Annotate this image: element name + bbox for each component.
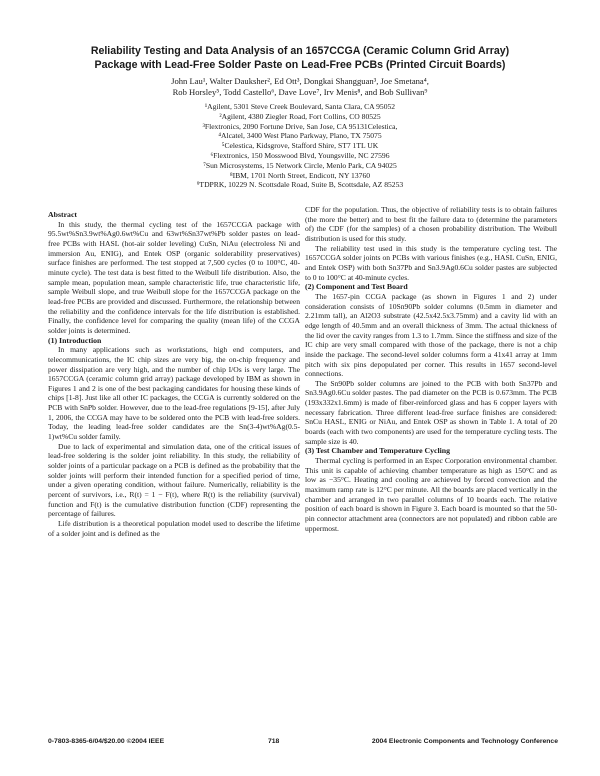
abstract-heading: Abstract <box>48 210 78 219</box>
body-paragraph: The reliability test used in this study is the temperature cycling test. The 1657CCGA solder joints on PCBs with various finishes (e.g., HASL CuSn, ENIG, and Entek OSP) with both Sn37Pb and Sn3.9Ag0.6Cu solder pastes are subjected to 0 to 100°C at 40-minute cycles. <box>305 243 557 282</box>
component-heading: (2) Component and Test Board <box>305 282 408 292</box>
affiliation: ⁹TDPRK, 10229 N. Scottsdale Road, Suite B, Scottsdale, AZ 85253 <box>196 180 404 190</box>
authors-line-1: John Lau¹, Walter Dauksher², Ed Ott³, Dongkai Shangguan³, Joe Smetana⁴, <box>171 76 429 86</box>
body-paragraph: Thermal cycling is performed in an Espec Corporation environmental chamber. This unit is capable of achieving chamber temperature as high as 150°C and as low as −35°C. Heating and cooling are achieved by forced convection and the maximum ramp rate is 12°C per minute. All the boards are placed vertically in the chamber and arranged in two parallel columns of 10 boards each. The relative position of each board is shown in Figure 3. Each board is mounted so that the 50-pin connector attachment area (connectors are not populated) and ribbon cable are uppermost. <box>305 456 557 533</box>
body-paragraph: The Sn90Pb solder columns are joined to the PCB with both Sn37Pb and Sn3.9Ag0.6Cu solder pastes. The pad diameter on the PCB is 0.673mm. The PCB (193x332x1.6mm) is made of fiber-reinforced glass and has 6 copper layers with necessary fabrication. Three different lead-free surface finishes are considered: SnCu HASL, ENIG or NiAu, and Entek OSP as shown in Table 1. A total of 20 boards (each with two components) are used for the temperature cycling tests. The sample size is 40. <box>305 378 557 446</box>
affiliation-list <box>120 102 480 190</box>
affiliation: ⁵Celestica, Kidsgrove, Stafford Shire, ST7 1TL UK <box>221 141 379 151</box>
page-number: 718 <box>268 738 280 745</box>
body-paragraph: Due to lack of experimental and simulation data, one of the critical issues of lead-free soldering is the solder joint reliability. In this study, the reliability of solder joints of a particular package on a PCB is defined as the probability that the solder joints will perform their intended function for a specified period of time, under a given operating condition, without failure. Numerically, reliability is the percent of survivors, i.e., R(t) = 1 − F(t), where R(t) is the reliability (survival) function and F(t) is the cumulative distribution function (CDF) representing the percentage of failures. <box>48 441 300 519</box>
affiliation: ⁷Sun Microsystems, 15 Network Circle, Menlo Park, CA 94025 <box>203 160 397 170</box>
author-list <box>100 76 500 98</box>
chamber-heading: (3) Test Chamber and Temperature Cycling <box>305 446 451 456</box>
introduction-heading: (1) Introduction <box>48 335 102 345</box>
title-line-2: Package with Lead-Free Solder Paste on Lead-Free PCBs (Printed Circuit Boards) <box>94 59 506 71</box>
right-column <box>305 205 557 533</box>
footer-conference: 2004 Electronic Components and Technology Conference <box>371 738 558 745</box>
affiliation: ³Flextronics, 2090 Fortune Drive, San Jose, CA 95131Celestica, <box>202 121 398 131</box>
authors-line-2: Rob Horsley⁵, Todd Castello⁶, Dave Love⁷, Irv Menis⁸, and Bob Sullivan⁹ <box>172 87 428 97</box>
body-paragraph: Life distribution is a theoretical population model used to describe the lifetime of a solder joint and is defined as the <box>48 519 300 538</box>
body-paragraph: The 1657-pin CCGA package (as shown in Figures 1 and 2) under consideration consists of 10Sn90Pb solder columns (0.5mm in diameter and 2.21mm tall), an Al2O3 substrate (42.5x42.5x3.75mm) and a cavity lid with an edge length of 40.5mm and an overall thickness of 3mm. The actual thickness of the lid over the cavity ranges from 1.3 to 1.7mm. Since the stiffness and size of the IC chip are very small compared with those of the package, there is not a chip inside the package. The second-level solder columns form a 41x41 array at 1mm pitch with six pins depopulated per corner. This results in 1657 second-level connections. <box>305 291 557 379</box>
affiliation: ²Agilent, 4380 Ziegler Road, Fort Collins, CO 80525 <box>219 111 381 121</box>
abstract-paragraph: In this study, the thermal cycling test of the 1657CCGA package with 95.5wt%Sn3.9wt%Ag0.6wt%Cu and 63wt%Sn37wt%Pb solder pastes on lead-free PCBs with HASL (hot-air solder leveling) CuSn, NiAu (electroless Ni and immersion Au, ENIG), and Entek OSP (organic solderability preservatives) surface finishes are performed. The test stopped at 7,500 cycles (0 to 100°C, 40-minute cycle). The test data is best fitted to the Weibull life distribution. Also, the sample mean, population mean, sample characteristic life, true characteristic life, sample Weibull slope, and true Weibull slope for the 1657CCGA package on the lead-free PCBs are provided and discussed. Furthermore, the relationship between the reliability and the confidence intervals for the life distribution is established. Finally, the confidence level for comparing the quality (mean life) of the CCGA solder joints is determined. <box>48 219 300 335</box>
affiliation: ⁶Flextronics, 150 Mosswood Blvd, Youngsville, NC 27596 <box>210 150 390 160</box>
affiliation: ⁴Alcatel, 3400 West Plano Parkway, Plano, TX 75075 <box>218 131 382 141</box>
body-paragraph: In many applications such as workstations, high end computers, and telecommunications, the IC chip sizes are very big, the on-chip frequency and power dissipation are very high, and the number of chip I/Os is very large. The 1657CCGA (ceramic column grid array) package developed by IBM as shown in Figures 1 and 2 is one of the best packaging candidates for housing these kinds of chips [1-8]. Just like all other IC packages, the CCGA is currently soldered on the PCB with SnPb solder. However, due to the lead-free regulations [9-15], after July 1, 2006, the CCGA may have to be soldered onto the PCB with lead-free solders. Today, the leading lead-free solder candidates are the Sn(3-4)wt%Ag(0.5-1)wt%Cu solder family. <box>48 345 300 442</box>
affiliation: ⁸IBM, 1701 North Street, Endicott, NY 13760 <box>229 170 371 180</box>
body-paragraph: CDF for the population. Thus, the objective of reliability tests is to obtain failures (the more the better) and to best fit the failure data to (determine the parameters of) the CDF (for the samples) of a chosen probability distribution. The Weibull distribution is used for this study. <box>305 205 557 243</box>
title-line-1: Reliability Testing and Data Analysis of an 1657CCGA (Ceramic Column Grid Array) <box>90 45 510 57</box>
affiliation: ¹Agilent, 5301 Steve Creek Boulevard, Santa Clara, CA 95052 <box>204 102 396 111</box>
left-column <box>48 210 300 538</box>
footer-copyright: 0-7803-8365-6/04/$20.00 ©2004 IEEE <box>48 738 165 745</box>
paper-title <box>78 44 522 72</box>
